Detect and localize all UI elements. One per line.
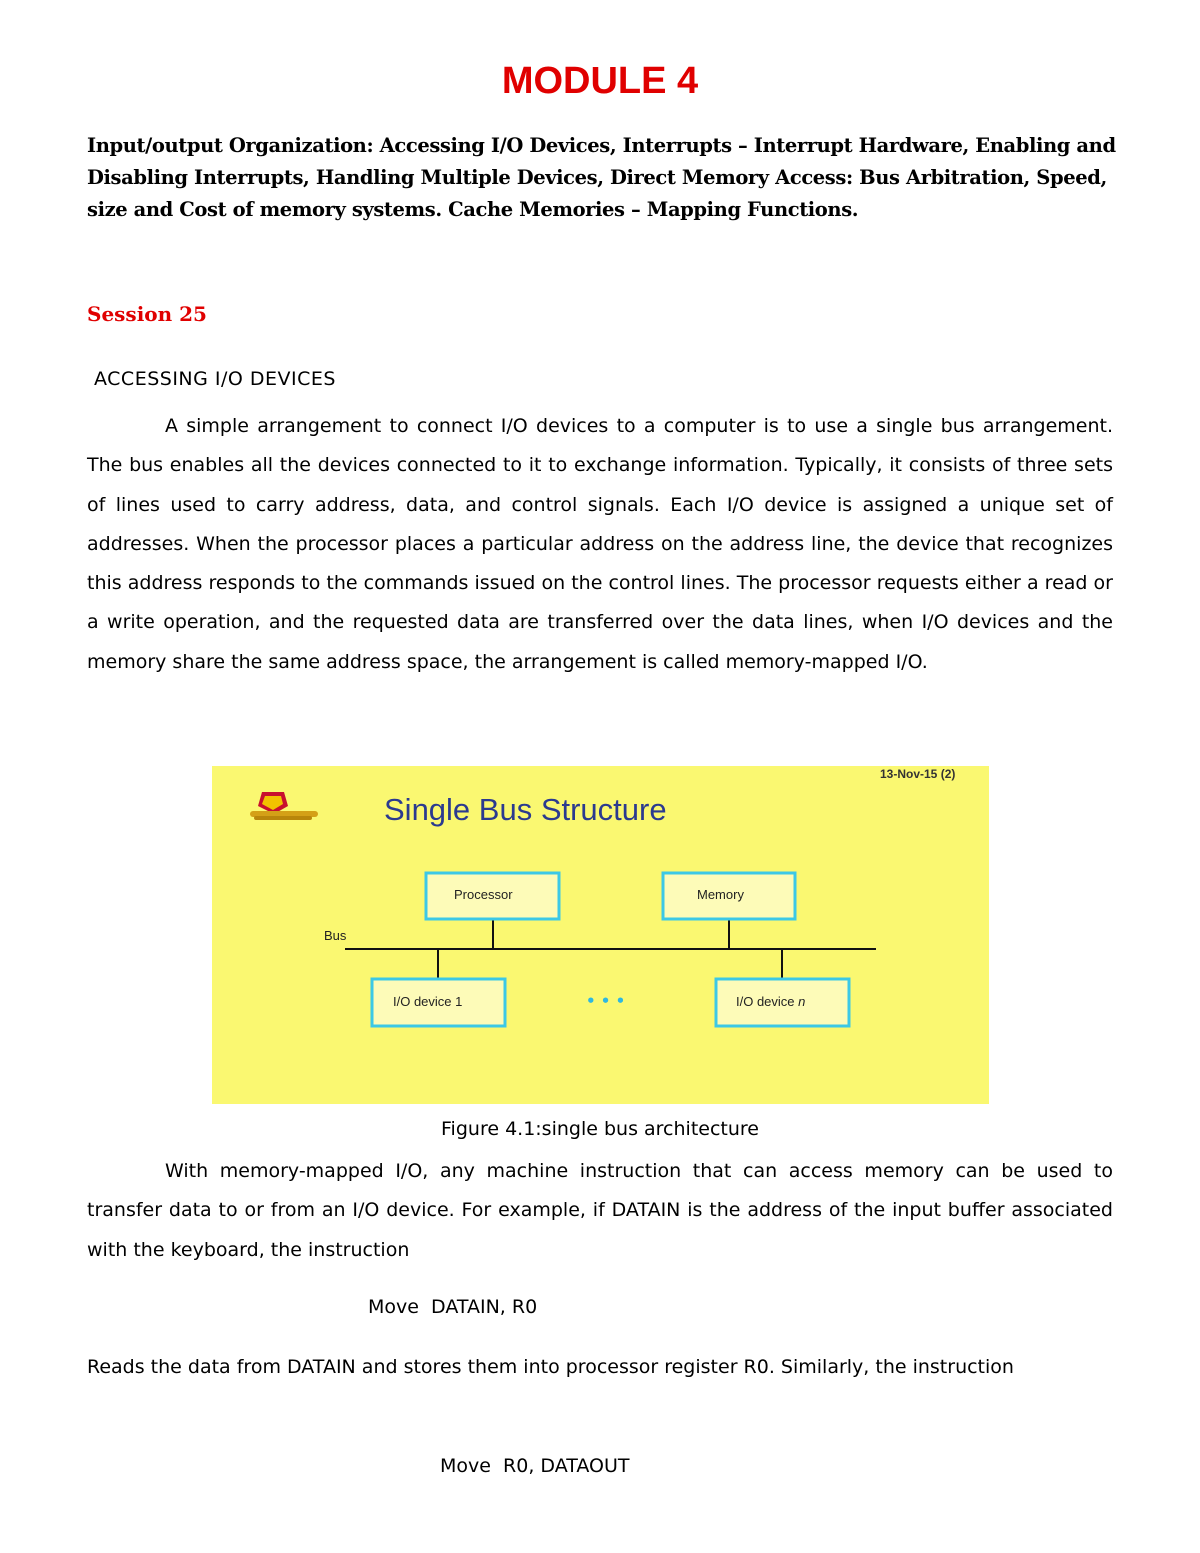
page-title: MODULE 4: [501, 60, 699, 102]
bus-label: Bus: [324, 928, 347, 943]
single-bus-diagram: [212, 766, 989, 1104]
processor-box: [426, 873, 559, 919]
session-label: Session 25: [87, 302, 207, 326]
io-device-n-label: [736, 994, 805, 1009]
paragraph-intro: A simple arrangement to connect I/O devices to a computer is to use a single bus arrangement. The bus enables all the devices connected to it to exchange information. Typically, it consists of three sets of lines used to carry address, data, and control signals. Each I/O device is assigned a unique set of addresses. When the processor places a particular address on the address line, the device that recognizes this address responds to the commands issued on the control lines. The processor requests either a read or a write operation, and the requested data are transferred over the data lines, when I/O devices and the memory share the same address space, the arrangement is called memory-mapped I/O.: [87, 415, 1113, 673]
io-device-n-prefix: I/O device: [736, 994, 799, 1009]
io-device-n-suffix: n: [798, 994, 806, 1009]
paragraph-memory-mapped: With memory-mapped I/O, any machine instruction that can access memory can be used to transfer data to or from an I/O device. For example, if DATAIN is the address of the input buffer associated with the keyboard, the instruction: [87, 1160, 1113, 1261]
paragraph-reads-data: Reads the data from DATAIN and stores them into processor register R0. Similarly, the instruction: [87, 1356, 1014, 1378]
crest-logo-icon: [250, 792, 318, 820]
slide-date: 13-Nov-15 (2): [880, 767, 956, 781]
figure-caption: Figure 4.1:single bus architecture: [441, 1118, 759, 1140]
single-bus-figure: [212, 766, 989, 1104]
io-device-1-label: I/O device 1: [393, 994, 463, 1009]
instruction-move-datain: Move DATAIN, R0: [368, 1296, 538, 1318]
io-device-1-box: [372, 979, 505, 1026]
instruction-move-dataout: Move R0, DATAOUT: [440, 1455, 630, 1477]
ellipsis-dots: • • •: [586, 992, 626, 1010]
memory-box: [663, 873, 795, 919]
memory-label: Memory: [697, 887, 744, 902]
processor-label: Processor: [454, 887, 513, 902]
slide-title: Single Bus Structure: [384, 792, 667, 827]
syllabus-summary: Input/output Organization: Accessing I/O Devices, Interrupts – Interrupt Hardware, Enabling and Disabling Interrupts, Handling Multiple Devices, Direct Memory Access: Bus Arbitration, Speed, size and Cost of memory systems. Cache Memories – Mapping Functions.: [87, 134, 1116, 221]
io-device-n-box: [716, 979, 849, 1026]
section-heading: ACCESSING I/O DEVICES: [94, 368, 336, 390]
